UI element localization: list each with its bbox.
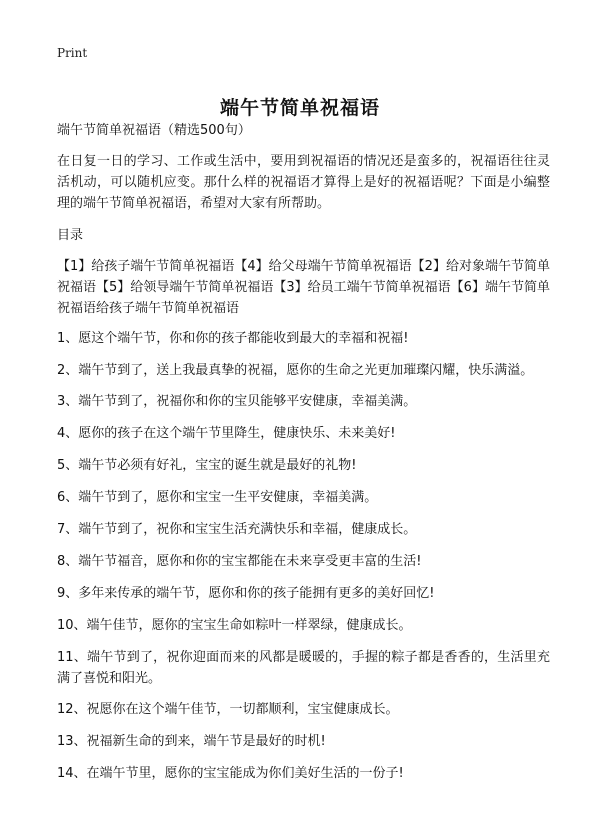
wish-item: 14、在端午节里，愿你的宝宝能成为你们美好生活的一份子! [57,766,404,781]
wish-item: 7、端午节到了，祝你和宝宝生活充满快乐和幸福，健康成长。 [57,522,417,537]
document-subtitle: 端午节简单祝福语（精选500句） [57,123,251,138]
wish-item: 12、祝愿你在这个端午佳节，一切都顺利，宝宝健康成长。 [57,702,399,717]
wish-item: 9、多年来传承的端午节，愿你和你的孩子能拥有更多的美好回忆! [57,586,435,601]
wish-item: 2、端午节到了，送上我最真挚的祝福，愿你的生命之光更加璀璨闪耀，快乐满溢。 [57,363,534,378]
wish-item: 5、端午节必须有好礼，宝宝的诞生就是最好的礼物! [57,458,357,473]
page-title: 端午节简单祝福语 [219,96,380,119]
wish-item: 6、端午节到了，愿你和宝宝一生平安健康，幸福美满。 [57,490,378,505]
intro-paragraph: 在日复一日的学习、工作或生活中，要用到祝福语的情况还是蛮多的，祝福语往往灵活机动，可以随机应变。那什么样的祝福语才算得上是好的祝福语呢？下面是小编整理的端午节简单祝福语，希望对大家有所帮助。 [57,154,550,211]
document-body [57,120,550,795]
wish-item: 8、端午节福音，愿你和你的宝宝都能在未来享受更丰富的生活! [57,554,422,569]
wish-item: 3、端午节到了，祝福你和你的宝贝能够平安健康，幸福美满。 [57,394,417,409]
wish-item: 4、愿你的孩子在这个端午节里降生，健康快乐、未来美好! [57,426,396,441]
wish-item: 1、愿这个端午节，你和你的孩子都能收到最大的幸福和祝福! [57,331,409,346]
wish-item: 10、端午佳节，愿你的宝宝生命如粽叶一样翠绿，健康成长。 [57,618,412,633]
print-label: Print [57,46,88,60]
wish-item: 13、祝福新生命的到来，端午节是最好的时机! [57,734,326,749]
wish-item: 11、端午节到了，祝你迎面而来的风都是暖暖的，手握的粽子都是香香的，生活里充满了喜悦和阳光。 [57,650,550,686]
toc-links: 【1】给孩子端午节简单祝福语【4】给父母端午节简单祝福语【2】给对象端午节简单祝福语【5】给领导端午节简单祝福语【3】给员工端午节简单祝福语【6】端午节简单祝福语给孩子端午节简单祝福语 [57,259,550,316]
toc-heading: 目录 [57,228,84,243]
